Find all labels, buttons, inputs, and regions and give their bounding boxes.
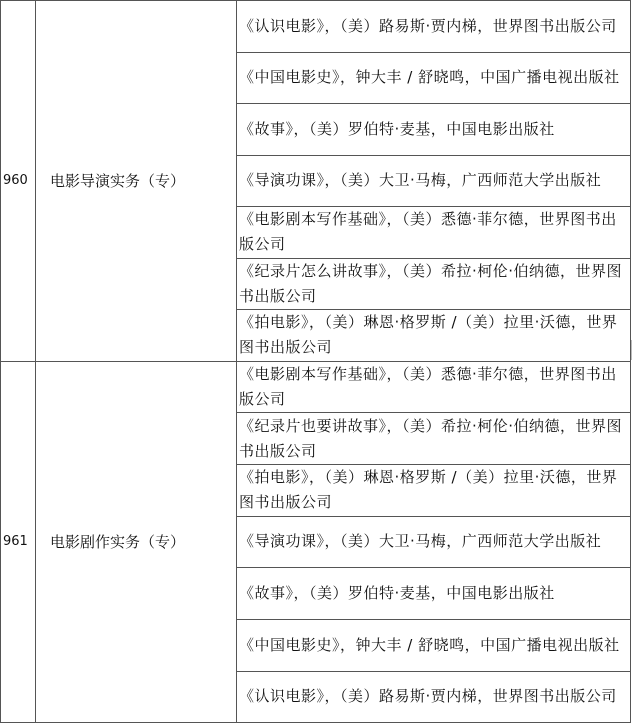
reference-book-text: 《纪录片怎么讲故事》，（美）希拉·柯伦·伯纳德，世界图书出版公司: [239, 261, 623, 305]
reference-book-text: 《导演功课》，（美）大卫·马梅，广西师范大学出版社: [239, 532, 602, 551]
reference-book-text: 《认识电影》，（美）路易斯·贾内梯，世界图书出版公司: [239, 16, 617, 35]
reference-book: [237, 155, 631, 207]
subject-code: 961: [1, 361, 36, 723]
reference-book-text: 《拍电影》，（美）琳恩·格罗斯 /（美）拉里·沃德，世界图书出版公司: [239, 313, 618, 357]
subject-name: 电影剧作实务（专）: [36, 361, 237, 723]
table-row: [1, 1, 631, 53]
reference-book-text: 《拍电影》，（美）琳恩·格罗斯 /（美）拉里·沃德，世界图书出版公司: [239, 468, 618, 512]
reference-book: [237, 568, 631, 620]
reference-book: [237, 310, 631, 362]
page-edge-mark: [631, 340, 632, 360]
reference-book: [237, 671, 631, 723]
reference-book-text: 《故事》，（美）罗伯特·麦基，中国电影出版社: [239, 584, 555, 603]
reference-book-text: 《认识电影》，（美）路易斯·贾内梯，世界图书出版公司: [239, 687, 617, 706]
reference-book: [237, 619, 631, 671]
reference-book: [237, 207, 631, 259]
subject-code: 960: [1, 1, 36, 362]
reference-book-text: 《中国电影史》，钟大丰 / 舒晓鸣，中国广播电视出版社: [239, 68, 620, 87]
table-row: [1, 361, 631, 413]
reference-book-text: 《纪录片也要讲故事》，（美）希拉·柯伦·伯纳德，世界图书出版公司: [239, 416, 623, 460]
subject-name: 电影导演实务（专）: [36, 1, 237, 362]
reference-book: [237, 464, 631, 516]
reference-book: [237, 413, 631, 465]
reference-book: [237, 1, 631, 53]
reference-book-text: 《电影剧本写作基础》，（美）悉德·菲尔德，世界图书出版公司: [239, 364, 617, 408]
reference-book: [237, 52, 631, 104]
reference-book-text: 《电影剧本写作基础》，（美）悉德·菲尔德，世界图书出版公司: [239, 210, 617, 254]
reference-book: [237, 104, 631, 156]
reference-book-text: 《故事》，（美）罗伯特·麦基，中国电影出版社: [239, 119, 555, 138]
reference-book: [237, 516, 631, 568]
reference-book: [237, 361, 631, 413]
reference-book-text: 《中国电影史》，钟大丰 / 舒晓鸣，中国广播电视出版社: [239, 635, 620, 654]
reference-book-text: 《导演功课》，（美）大卫·马梅，广西师范大学出版社: [239, 171, 602, 190]
reference-book: [237, 258, 631, 310]
